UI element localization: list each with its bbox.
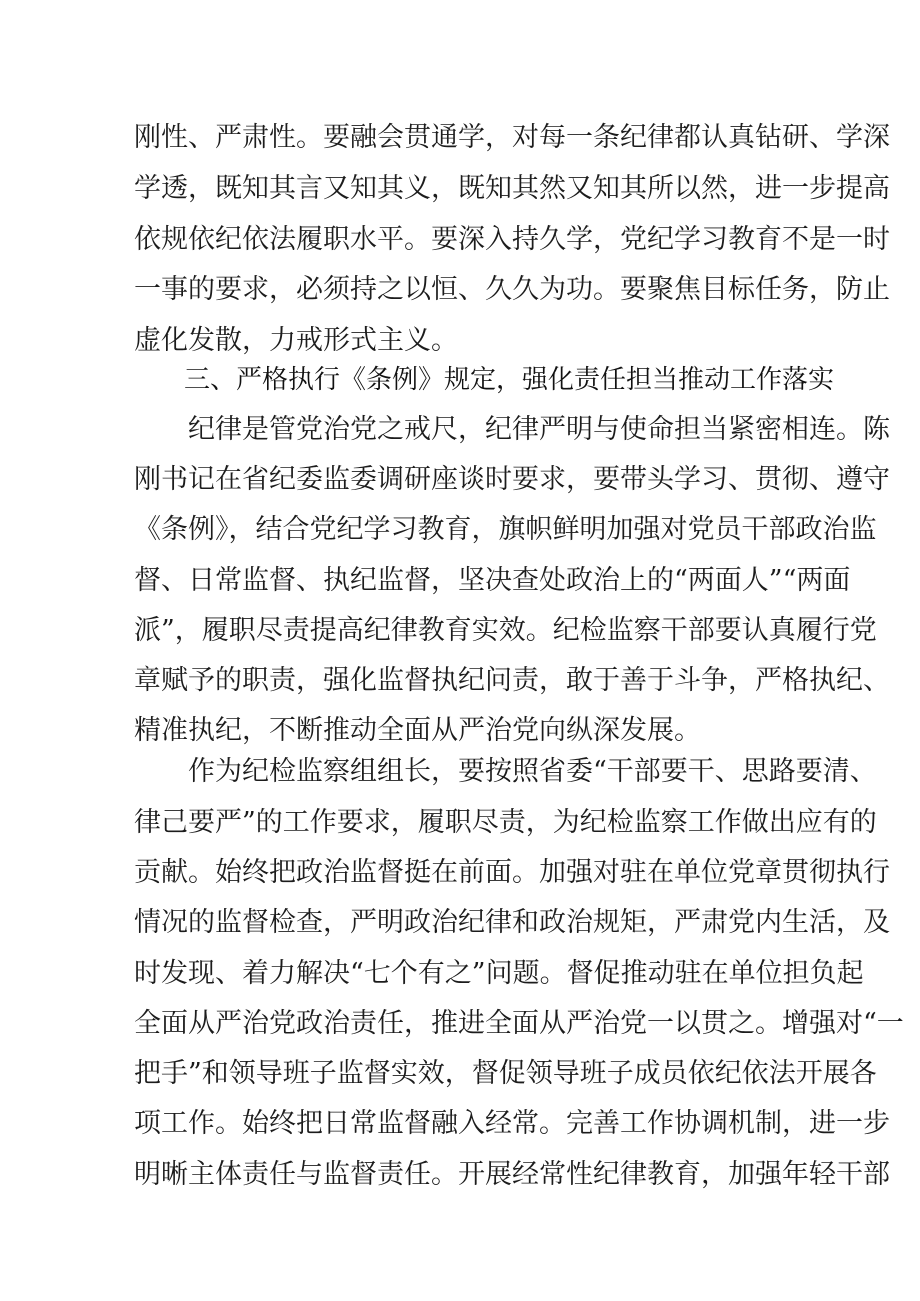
section-heading: 三、严格执行《条例》规定，强化责任担当推动工作落实 — [184, 365, 835, 395]
paragraph-line: 刚书记在省纪委监委调研座谈时要求，要带头学习、贯彻、遵守 — [134, 464, 890, 495]
paragraph-line: 派”，履职尽责提高纪律教育实效。纪检监察干部要认真履行党 — [134, 615, 877, 646]
paragraph-line: 学透，既知其言又知其义，既知其然又知其所以然，进一步提高 — [134, 173, 890, 204]
paragraph-line: 督、日常监督、执纪监督，坚决查处政治上的“两面人”“两面 — [134, 565, 851, 596]
paragraph-line: 明晰主体责任与监督责任。开展经常性纪律教育，加强年轻干部 — [134, 1159, 890, 1190]
paragraph-line: 纪律是管党治党之戒尺，纪律严明与使命担当紧密相连。陈 — [188, 414, 890, 445]
paragraph-line: 情况的监督检查，严明政治纪律和政治规矩，严肃党内生活，及 — [134, 907, 890, 938]
paragraph-line: 《条例》，结合党纪学习教育，旗帜鲜明加强对党员干部政治监 — [134, 514, 877, 545]
paragraph-line: 依规依纪依法履职水平。要深入持久学，党纪学习教育不是一时 — [134, 224, 890, 255]
paragraph-line: 作为纪检监察组组长，要按照省委“干部要干、思路要清、 — [188, 756, 877, 787]
paragraph-line: 贡献。始终把政治监督挺在前面。加强对驻在单位党章贯彻执行 — [134, 857, 890, 888]
paragraph-line: 精准执纪，不断推动全面从严治党向纵深发展。 — [134, 715, 701, 746]
paragraph-line: 虚化发散，力戒形式主义。 — [134, 325, 458, 356]
paragraph-line: 刚性、严肃性。要融会贯通学，对每一条纪律都认真钻研、学深 — [134, 122, 890, 153]
paragraph-line: 时发现、着力解决“七个有之”问题。督促推动驻在单位担负起 — [134, 958, 864, 989]
paragraph-line: 一事的要求，必须持之以恒、久久为功。要聚焦目标任务，防止 — [134, 274, 890, 305]
paragraph-line: 章赋予的职责，强化监督执纪问责，敢于善于斗争，严格执纪、 — [134, 665, 890, 696]
paragraph-line: 律己要严”的工作要求，履职尽责，为纪检监察工作做出应有的 — [134, 807, 877, 838]
paragraph-line: 把手”和领导班子监督实效，督促领导班子成员依纪依法开展各 — [134, 1058, 877, 1089]
paragraph-line: 项工作。始终把日常监督融入经常。完善工作协调机制，进一步 — [134, 1108, 890, 1139]
paragraph-line: 全面从严治党政治责任，推进全面从严治党一以贯之。增强对“一 — [134, 1008, 904, 1039]
